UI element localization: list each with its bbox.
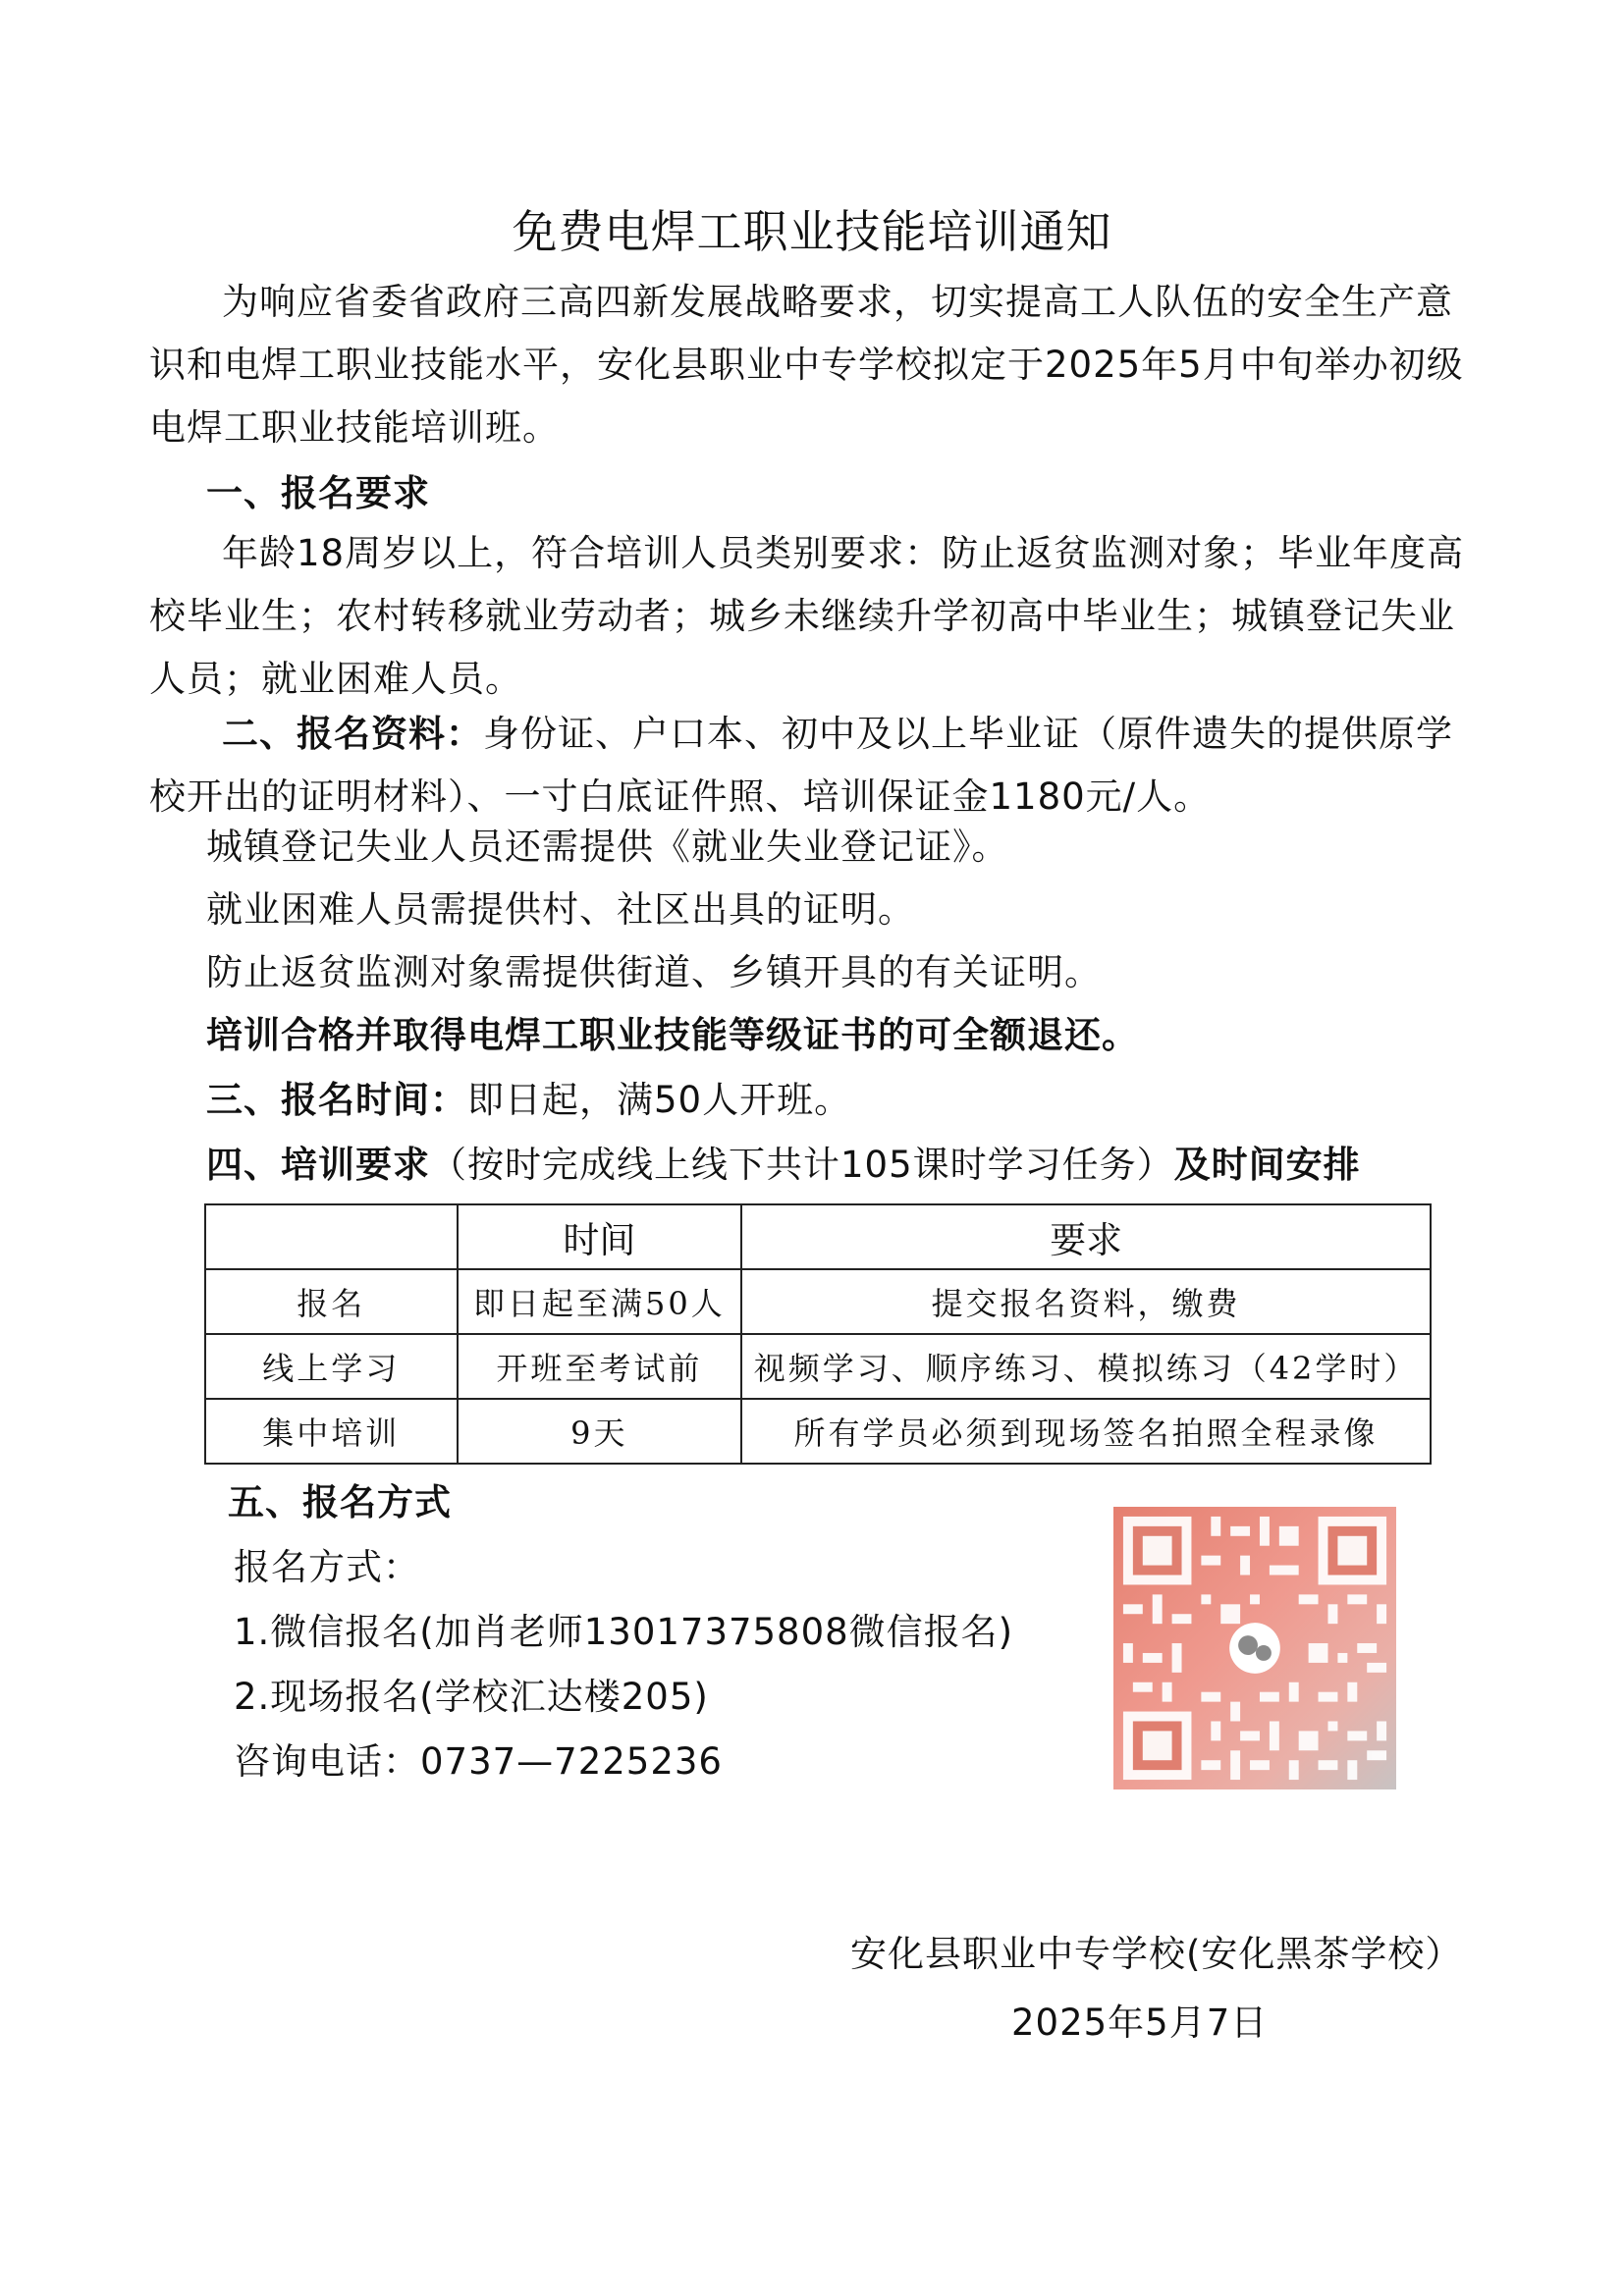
section-2-body: 身份证、户口本、初中及以上毕业证（原件遗失的提供原学校开出的证明材料）、一寸白底证件照、培训保证金1180元/人。 <box>149 713 1453 818</box>
section-3-body: 即日起，满50人开班。 <box>467 1079 852 1121</box>
section-1-heading: 一、报名要求 <box>206 472 430 514</box>
table-cell: 视频学习、顺序练习、模拟练习（42学时） <box>741 1334 1431 1399</box>
section-3 <box>206 1070 851 1123</box>
table-cell: 9天 <box>458 1399 742 1464</box>
consult-phone: 咨询电话：0737—7225236 <box>234 1740 723 1783</box>
wechat-signup: 1.微信报名(加肖老师13017375808微信报名) <box>234 1611 1014 1653</box>
table-cell: 报名 <box>205 1269 458 1334</box>
section-2-heading: 二、报名资料： <box>222 713 483 755</box>
schedule-table <box>204 1203 1432 1465</box>
onsite-signup: 2.现场报名(学校汇达楼205) <box>234 1676 709 1718</box>
section-4 <box>206 1135 1361 1188</box>
table-cell: 集中培训 <box>205 1399 458 1464</box>
section-2-paragraph <box>149 703 1485 828</box>
signup-method-label: 报名方式： <box>234 1546 420 1588</box>
table-row <box>205 1269 1431 1334</box>
section-2-line-1: 城镇登记失业人员还需提供《就业失业登记证》。 <box>206 826 1009 868</box>
table-cell: 线上学习 <box>205 1334 458 1399</box>
section-4-tail: 及时间安排 <box>1173 1144 1361 1186</box>
signature-org: 安化县职业中专学校(安化黑茶学校） <box>850 1933 1463 1975</box>
section-2-line-3: 防止返贫监测对象需提供街道、乡镇开具的有关证明。 <box>206 951 1102 993</box>
table-cell: 开班至考试前 <box>458 1334 742 1399</box>
qr-pattern <box>1113 1507 1396 1789</box>
section-5-heading: 五、报名方式 <box>228 1481 452 1523</box>
table-cell: 即日起至满50人 <box>458 1269 742 1334</box>
notice-title: 免费电焊工职业技能培训通知 <box>512 205 1112 258</box>
table-cell: 提交报名资料，缴费 <box>741 1269 1431 1334</box>
section-3-heading: 三、报名时间： <box>206 1079 467 1121</box>
signature-date: 2025年5月7日 <box>1011 2002 1269 2044</box>
section-2-line-2: 就业困难人员需提供村、社区出具的证明。 <box>206 888 915 931</box>
table-row <box>205 1334 1431 1399</box>
table-cell: 所有学员必须到现场签名拍照全程录像 <box>741 1399 1431 1464</box>
wechat-qr-code[interactable] <box>1113 1507 1396 1789</box>
section-4-heading: 四、培训要求 <box>206 1144 430 1186</box>
table-header-cell <box>205 1204 458 1269</box>
intro-paragraph: 为响应省委省政府三高四新发展战略要求，切实提高工人队伍的安全生产意识和电焊工职业技能水平，安化县职业中专学校拟定于2025年5月中旬举办初级电焊工职业技能培训班。 <box>149 281 1464 449</box>
table-header-row <box>205 1204 1431 1269</box>
table-row <box>205 1399 1431 1464</box>
table-header-cell: 要求 <box>741 1204 1431 1269</box>
refund-note: 培训合格并取得电焊工职业技能等级证书的可全额退还。 <box>206 1014 1139 1056</box>
table-header-cell: 时间 <box>458 1204 742 1269</box>
section-4-middle: （按时完成线上线下共计105课时学习任务） <box>430 1144 1174 1186</box>
section-1-body: 年龄18周岁以上，符合培训人员类别要求：防止返贫监测对象；毕业年度高校毕业生；农村转移就业劳动者；城乡未继续升学初高中毕业生；城镇登记失业人员；就业困难人员。 <box>149 532 1465 700</box>
